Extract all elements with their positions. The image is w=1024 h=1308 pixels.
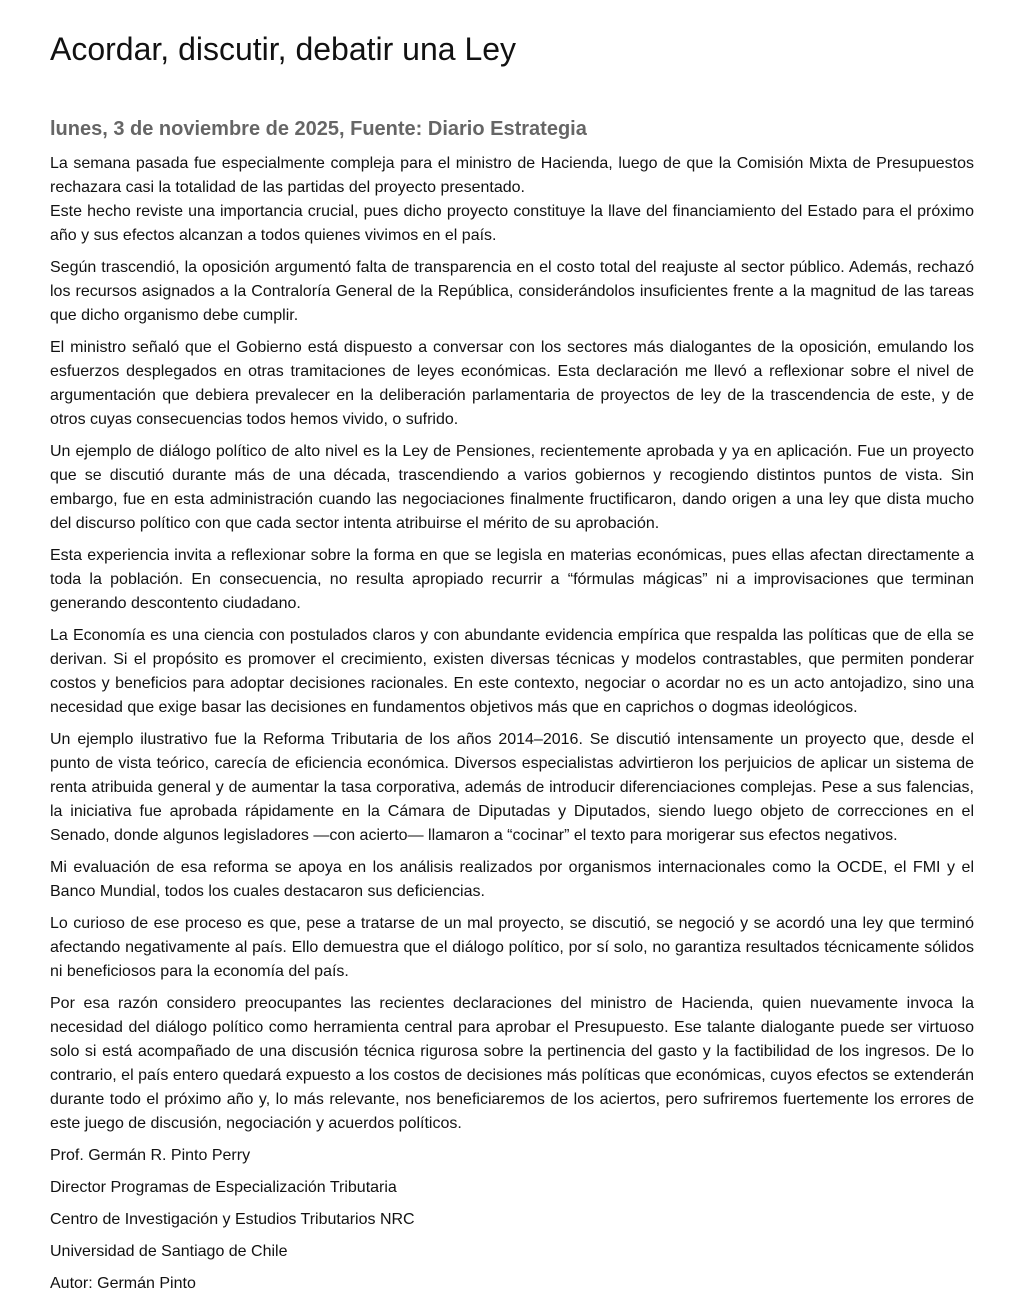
article-paragraph: Según trascendió, la oposición argumentó falta de transparencia en el costo total del reajuste al sector público. Además, rechazó los recursos asignados a la Contraloría General de la República, considerándolos insuficientes frente a la magnitud de las tareas que dicho organismo debe cumplir. bbox=[50, 259, 974, 324]
article-body bbox=[50, 152, 974, 1136]
article-paragraph: Un ejemplo de diálogo político de alto nivel es la Ley de Pensiones, recientemente aprobada y ya en aplicación. Fue un proyecto que se discutió durante más de una década, trascendiendo a varios gobiernos y recogiendo distintos puntos de vista. Sin embargo, fue en esta administración cuando las negociaciones finalmente fructificaron, dando origen a una ley que dista mucho del discurso político con que cada sector intenta atribuirse el mérito de su aprobación. bbox=[50, 443, 974, 532]
article-title: Acordar, discutir, debatir una Ley bbox=[50, 31, 517, 67]
paragraph-line: La semana pasada fue especialmente compleja para el ministro de Hacienda, luego de que la Comisión Mixta de Presupuestos rechazara casi la totalidad de las partidas del proyecto presentado. bbox=[50, 155, 974, 196]
signature-center: Centro de Investigación y Estudios Tributarios NRC bbox=[50, 1211, 415, 1228]
article-paragraph bbox=[50, 152, 974, 248]
article-paragraph: Esta experiencia invita a reflexionar sobre la forma en que se legisla en materias económicas, pues ellas afectan directamente a toda la población. En consecuencia, no resulta apropiado recurrir a “fórmulas mágicas” ni a improvisaciones que terminan generando descontento ciudadano. bbox=[50, 547, 974, 612]
article-paragraph: La Economía es una ciencia con postulados claros y con abundante evidencia empírica que respalda las políticas que de ella se derivan. Si el propósito es promover el crecimiento, existen diversas técnicas y modelos contrastables, que permiten ponderar costos y beneficios para adoptar decisiones racionales. En este contexto, negociar o acordar no es un acto antojadizo, sino una necesidad que exige basar las decisiones en fundamentos objetivos más que en caprichos o dogmas ideológicos. bbox=[50, 627, 974, 716]
article-paragraph: El ministro señaló que el Gobierno está dispuesto a conversar con los sectores más dialogantes de la oposición, emulando los esfuerzos desplegados en otras tramitaciones de leyes económicas. Esta declaración me llevó a reflexionar sobre el nivel de argumentación que debiera prevalecer en la deliberación parlamentaria de proyectos de ley de la trascendencia de este, y de otros cuyas consecuencias todos hemos vivido, o sufrido. bbox=[50, 339, 974, 428]
article-date-source: lunes, 3 de noviembre de 2025, Fuente: Diario Estrategia bbox=[50, 118, 587, 140]
signature-role: Director Programas de Especialización Tributaria bbox=[50, 1179, 397, 1196]
paragraph-line: Este hecho reviste una importancia crucial, pues dicho proyecto constituye la llave del financiamiento del Estado para el próximo año y sus efectos alcanzan a todos quienes vivimos en el país. bbox=[50, 203, 974, 244]
article-paragraph: Mi evaluación de esa reforma se apoya en los análisis realizados por organismos internacionales como la OCDE, el FMI y el Banco Mundial, todos los cuales destacaron sus deficiencias. bbox=[50, 859, 974, 900]
signature-name: Prof. Germán R. Pinto Perry bbox=[50, 1147, 251, 1164]
signature-author: Autor: Germán Pinto bbox=[50, 1275, 196, 1292]
article-paragraph: Por esa razón considero preocupantes las recientes declaraciones del ministro de Hacienda, quien nuevamente invoca la necesidad del diálogo político como herramienta central para aprobar el Presupuesto. Ese talante dialogante puede ser virtuoso solo si está acompañado de una discusión técnica rigurosa sobre la pertinencia del gasto y la factibilidad de los ingresos. De lo contrario, el país entero quedará expuesto a los costos de decisiones más políticas que económicas, cuyos efectos se extenderán durante todo el próximo año y, lo más relevante, nos beneficiaremos de los aciertos, pero sufriremos fuertemente los errores de este juego de discusión, negociación y acuerdos políticos. bbox=[50, 995, 974, 1132]
article-paragraph: Un ejemplo ilustrativo fue la Reforma Tributaria de los años 2014–2016. Se discutió intensamente un proyecto que, desde el punto de vista teórico, carecía de eficiencia económica. Diversos especialistas advirtieron los perjuicios de aplicar un sistema de renta atribuida general y de aumentar la tasa corporativa, además de introducir diferenciaciones complejas. Pese a sus falencias, la iniciativa fue aprobada rápidamente en la Cámara de Diputadas y Diputados, siendo luego objeto de correcciones en el Senado, donde algunos legisladores —con acierto— llamaron a “cocinar” el texto para morigerar sus efectos negativos. bbox=[50, 731, 974, 844]
signature-university: Universidad de Santiago de Chile bbox=[50, 1243, 288, 1260]
author-signature bbox=[50, 1144, 974, 1296]
article-paragraph: Lo curioso de ese proceso es que, pese a tratarse de un mal proyecto, se discutió, se negoció y se acordó una ley que terminó afectando negativamente al país. Ello demuestra que el diálogo político, por sí solo, no garantiza resultados técnicamente sólidos ni beneficiosos para la economía del país. bbox=[50, 915, 974, 980]
